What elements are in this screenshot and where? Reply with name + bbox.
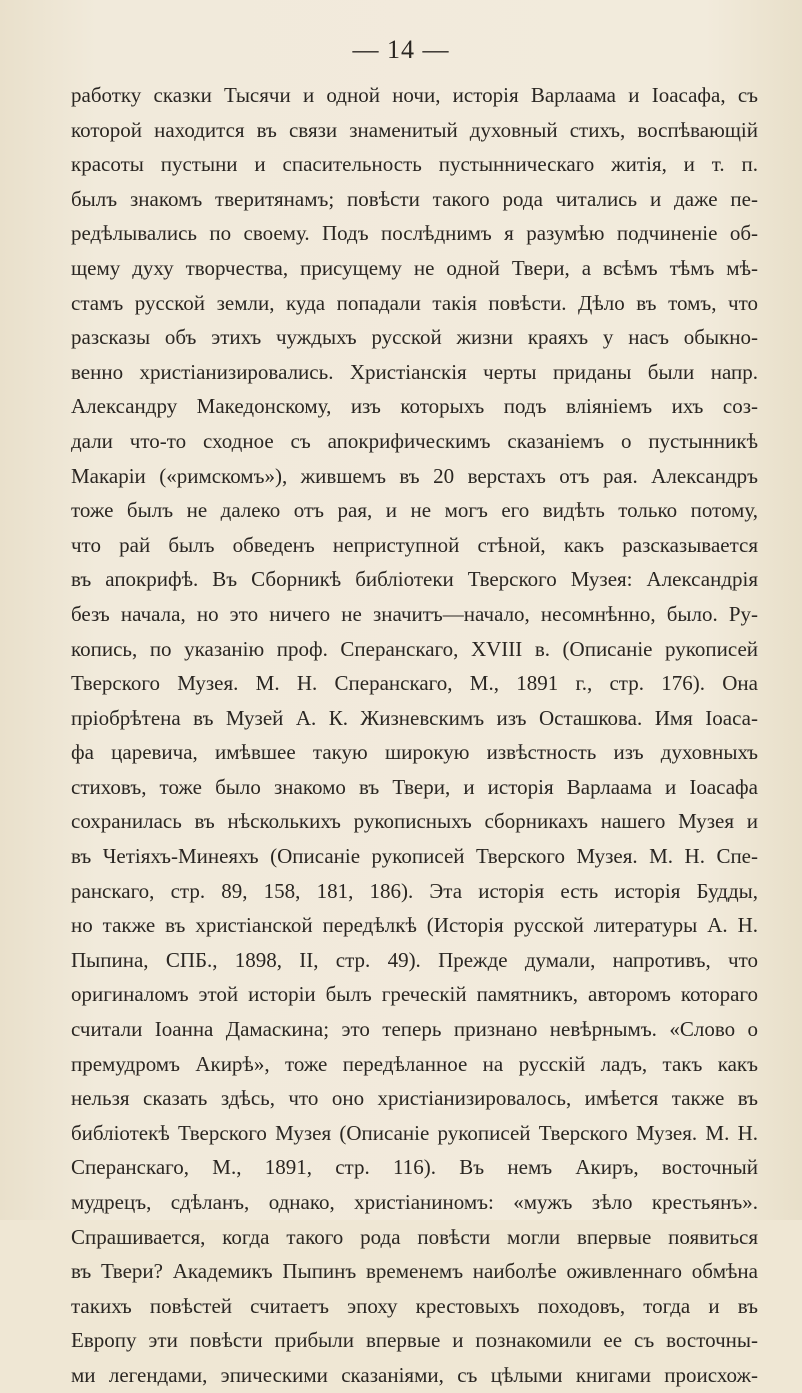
text-line: въ Твери? Академикъ Пыпинъ временемъ наиболѣе оживленнаго обмѣна [71,1259,758,1284]
text-line: Сперанскаго, М., 1891, стр. 116). Въ немъ Акиръ, восточный [71,1155,758,1180]
text-line: нельзя сказать здѣсь, что оно христіанизировалось, имѣется также въ [71,1086,758,1111]
text-line: такихъ повѣстей считаетъ эпоху крестовыхъ походовъ, тогда и въ [71,1293,758,1318]
text-line: оригиналомъ этой исторіи былъ греческій памятникъ, авторомъ котораго [71,982,758,1007]
text-line: Европу эти повѣсти прибыли впервые и познакомили ее съ восточны- [71,1328,758,1353]
text-line: фа царевича, имѣвшее такую широкую извѣстность изъ духовныхъ [71,740,758,765]
text-line: Александру Македонскому, изъ которыхъ подъ вліяніемъ ихъ соз- [71,394,758,419]
text-line: безъ начала, но это ничего не значитъ—начало, несомнѣнно, было. Ру- [71,601,758,626]
text-line: тоже былъ не далеко отъ рая, и не могъ его видѣть только потому, [71,498,758,523]
text-line: Спрашивается, когда такого рода повѣсти могли впервые появиться [71,1224,758,1249]
text-line: ранскаго, стр. 89, 158, 181, 186). Эта исторія есть исторія Будды, [71,878,758,903]
text-line: редѣлывались по своему. Подъ послѣднимъ я разумѣю подчиненіе об- [71,221,758,246]
text-line: Тверского Музея. М. Н. Сперанскаго, М., 1891 г., стр. 176). Она [71,671,758,696]
page-number: — 14 — [352,35,450,64]
text-line: въ апокрифѣ. Въ Сборникѣ библіотеки Тверского Музея: Александрія [71,567,758,592]
text-line: стамъ русской земли, куда попадали такія повѣсти. Дѣло въ томъ, что [71,290,758,315]
text-line: что рай былъ обведенъ неприступной стѣной, какъ разсказывается [71,532,758,557]
text-line: былъ знакомъ тверитянамъ; повѣсти такого рода читались и даже пе- [71,186,758,211]
text-line: Пыпина, СПБ., 1898, II, стр. 49). Прежде думали, напротивъ, что [71,947,758,972]
text-line: разсказы объ этихъ чуждыхъ русской жизни краяхъ у насъ обыкно- [71,325,758,350]
text-line: премудромъ Акирѣ», тоже передѣланное на русскій ладъ, такъ какъ [71,1051,758,1076]
text-line: въ Четіяхъ-Минеяхъ (Описаніе рукописей Тверского Музея. М. Н. Спе- [71,844,758,869]
body-text [71,78,758,1393]
text-line: работку сказки Тысячи и одной ночи, исторія Варлаама и Іоасафа, съ [71,83,758,107]
text-line: копись, по указанію проф. Сперанскаго, XVIII в. (Описаніе рукописей [71,636,758,661]
text-line: Макаріи («римскомъ»), жившемъ въ 20 верстахъ отъ рая. Александръ [71,463,758,488]
text-line: библіотекѣ Тверского Музея (Описаніе рукописей Тверского Музея. М. Н. [71,1120,758,1145]
text-line: считали Іоанна Дамаскина; это теперь признано невѣрнымъ. «Слово о [71,1017,758,1042]
text-line: но также въ христіанской передѣлкѣ (Исторія русской литературы А. Н. [71,913,758,938]
text-line: красоты пустыни и спасительность пустынническаго житія, и т. п. [71,152,758,177]
text-line: которой находится въ связи знаменитый духовный стихъ, воспѣвающій [71,117,758,142]
text-line: ми легендами, эпическими сказаніями, съ цѣлыми книгами происхож- [71,1362,758,1387]
text-line: венно христіанизировались. Христіанскія черты приданы были напр. [71,359,758,384]
text-line: дали что-то сходное съ апокрифическимъ сказаніемъ о пустынникѣ [71,428,758,453]
text-line: мудрецъ, сдѣланъ, однако, христіаниномъ: «мужъ зѣло крестьянъ». [71,1190,758,1214]
text-line: пріобрѣтена въ Музей А. К. Жизневскимъ изъ Осташкова. Имя Іоаса- [71,705,758,730]
text-line: щему духу творчества, присущему не одной Твери, а всѣмъ тѣмъ мѣ- [71,255,758,280]
text-line: стиховъ, тоже было знакомо въ Твери, и исторія Варлаама и Іоасафа [71,774,758,799]
text-line: сохранилась въ нѣсколькихъ рукописныхъ сборникахъ нашего Музея и [71,809,758,834]
